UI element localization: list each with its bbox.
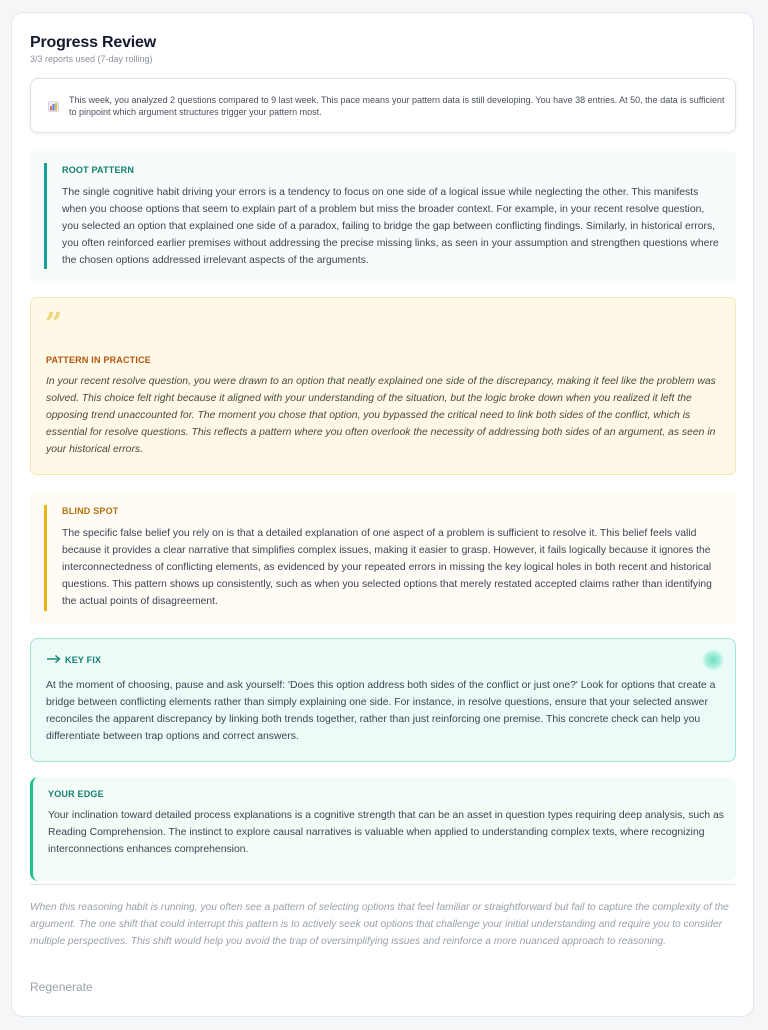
your-edge-body: Your inclination toward detailed process explanations is a cognitive strength that can be an asset in question types requiring deep analysis, such as Reading Comprehension. The instinct to explore causal narratives is valuable when applied to understanding complex texts, where recognizing interconnections enhances comprehension. bbox=[48, 810, 724, 855]
blind-spot-accent-bar bbox=[44, 505, 47, 611]
your-edge-label: YOUR EDGE bbox=[48, 789, 104, 799]
key-fix-label: KEY FIX bbox=[65, 655, 102, 665]
blind-spot-label: BLIND SPOT bbox=[62, 506, 119, 516]
pattern-in-practice-section bbox=[30, 297, 736, 475]
key-fix-section bbox=[30, 638, 736, 762]
root-pattern-section bbox=[30, 151, 736, 283]
progress-review-card bbox=[11, 12, 754, 1017]
root-pattern-label: ROOT PATTERN bbox=[62, 165, 135, 175]
root-pattern-accent-bar bbox=[44, 163, 47, 269]
blind-spot-section bbox=[30, 493, 736, 625]
divider bbox=[30, 884, 736, 885]
root-pattern-body: The single cognitive habit driving your errors is a tendency to focus on one side of a logical issue while neglecting the other. This manifests when you choose options that seem to explain part of a problem but miss the broader context. For example, in your recent resolve question, you selected an option that explained one side of a paradox, failing to bridge the gap between conflicting findings. Similarly, in historical errors, you often reinforced earlier premises without addressing the precise missing links, as seen in your assumption and strengthen questions where the chosen options addressed irrelevant aspects of the arguments. bbox=[62, 187, 719, 266]
notice-text: This week, you analyzed 2 questions compared to 9 last week. This pace means your pattern data is still developing. You have 38 entries. At 50, the data is sufficient to pinpoint which argument structures trigger your pattern most. bbox=[69, 95, 725, 117]
bar-chart-icon bbox=[48, 101, 59, 112]
regenerate-button[interactable]: Regenerate bbox=[30, 980, 93, 994]
weekly-activity-notice bbox=[30, 78, 736, 133]
key-fix-body: At the moment of choosing, pause and ask yourself: 'Does this option address both sides of the conflict or just one?' Look for options that create a bridge between conflicting elements rather than simply explaining one side. For instance, in resolve questions, ensure that your selected answer reconciles the apparent discrepancy by linking both trends together, rather than just reinforcing one premise. This concrete check can help you differentiate between trap options and correct answers. bbox=[46, 680, 716, 742]
pattern-in-practice-label: PATTERN IN PRACTICE bbox=[46, 355, 151, 365]
blind-spot-body: The specific false belief you rely on is that a detailed explanation of one aspect of a problem is sufficient to resolve it. This belief feels valid because it provides a clear narrative that simplifies complex issues, making it easier to grasp. However, it fails logically because it ignores the interconnectedness of conflicting elements, as evidenced by your repeated errors in missing the key logical holes in both recent and historical questions. This pattern shows up consistently, such as when you selected options that merely restated accepted claims rather than identifying the actual points of disagreement. bbox=[62, 528, 712, 607]
closing-summary: When this reasoning habit is running, you often see a pattern of selecting options that feel familiar or straightforward but fail to capture the complexity of the argument. The one shift that could interrupt this pattern is to actively seek out options that challenge your initial understanding and require you to consider multiple perspectives. This shift would help you avoid the trap of oversimplifying issues and reinforce a more nuanced approach to reasoning. bbox=[30, 902, 729, 947]
report-usage-subtitle: 3/3 reports used (7-day rolling) bbox=[30, 54, 153, 64]
quote-icon: ” bbox=[45, 307, 63, 342]
pattern-in-practice-body: In your recent resolve question, you were drawn to an option that neatly explained one side of the discrepancy, making it feel like the problem was solved. This choice felt right because it aligned with your understanding of the situation, but the logic broke down when you realized it left the opposing trend unaccounted for. The moment you chose that option, you bypassed the critical need to link both sides of the conflict, which is essential for resolve questions. This reflects a pattern where you often overlook the necessity of addressing both sides of an argument, as seen in your historical errors. bbox=[46, 376, 716, 455]
arrow-right-icon bbox=[46, 653, 62, 665]
page-title: Progress Review bbox=[30, 34, 156, 51]
glow-dot-icon bbox=[702, 649, 724, 671]
your-edge-section bbox=[30, 777, 736, 881]
